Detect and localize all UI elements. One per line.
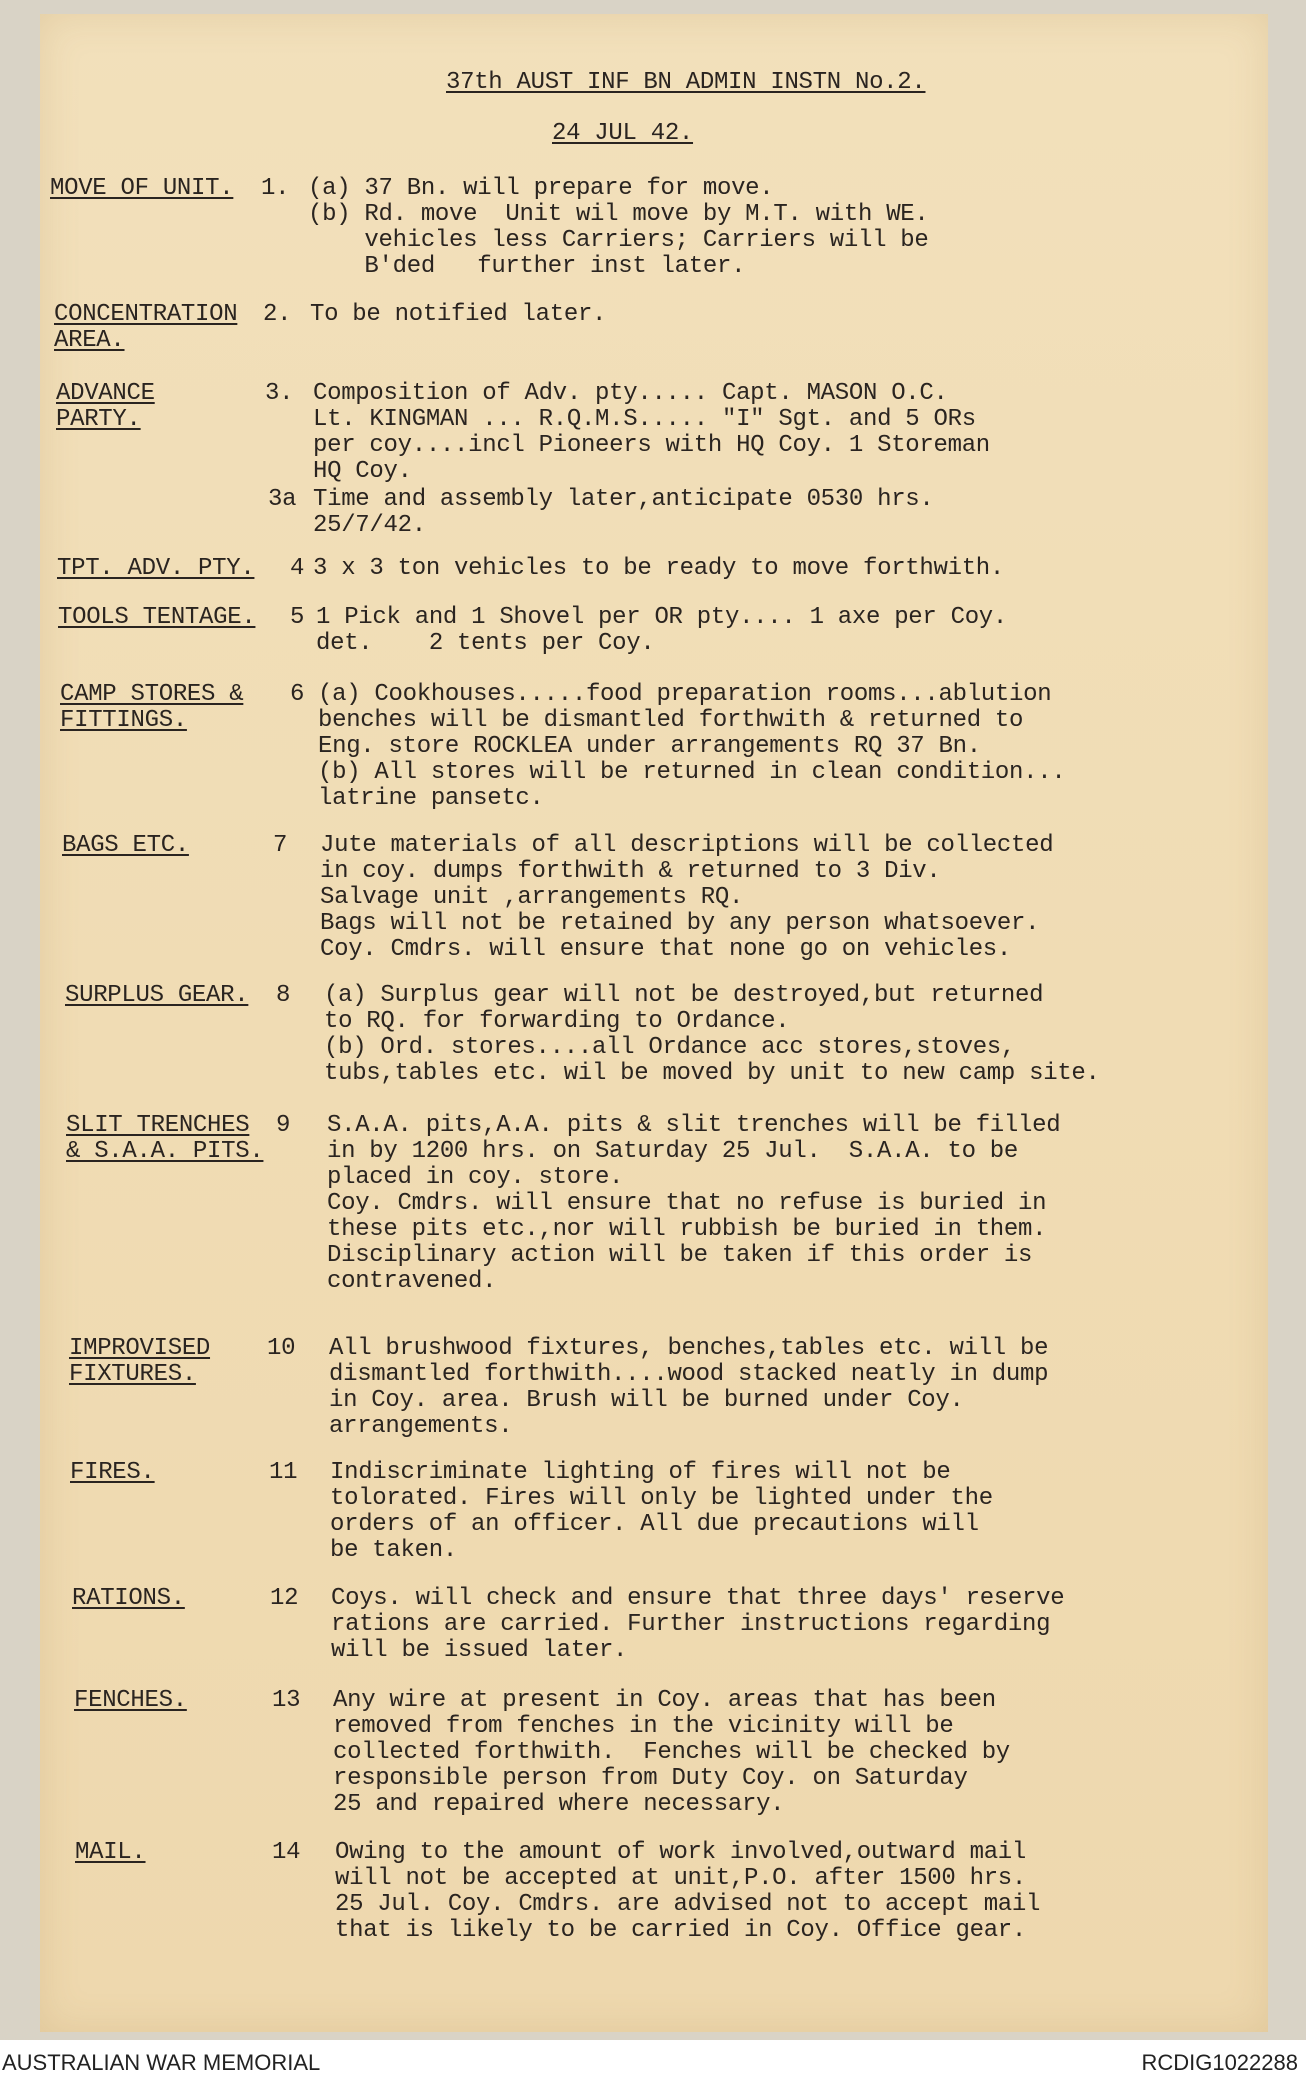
section-number: 13 (272, 1687, 301, 1714)
section-body-line: Owing to the amount of work involved,outward mail (335, 1839, 1027, 1866)
section-number: 5 (290, 604, 305, 631)
section-body-line: HQ Coy. (313, 458, 412, 485)
section-heading: TOOLS TENTAGE. (58, 604, 256, 631)
section-heading: BAGS ETC. (62, 832, 189, 859)
section-body-line: tolorated. Fires will only be lighted under the (330, 1485, 993, 1512)
section-body-line: per coy....incl Pioneers with HQ Coy. 1 Storeman (313, 432, 990, 459)
section-heading: MAIL. (75, 1839, 146, 1866)
footer-id: RCDIG1022288 (1141, 2050, 1298, 2075)
section-body-line: Coy. Cmdrs. will ensure that none go on vehicles. (320, 936, 1012, 963)
section-heading: FENCHES. (74, 1687, 187, 1714)
section-body-line: Composition of Adv. pty..... Capt. MASON O.C. (313, 380, 948, 407)
section-number: 2. (263, 301, 292, 328)
section-body-line: latrine pansetc. (318, 785, 544, 812)
section-heading: PARTY. (56, 406, 141, 433)
section-body-line: collected forthwith. Fenches will be checked by (333, 1739, 1010, 1766)
section-number: 12 (270, 1585, 299, 1612)
section-body-line: in by 1200 hrs. on Saturday 25 Jul. S.A.A. to be (327, 1138, 1019, 1165)
section-heading: ADVANCE (56, 380, 155, 407)
section-heading: SURPLUS GEAR. (65, 982, 249, 1009)
section-body-line: 1 Pick and 1 Shovel per OR pty.... 1 axe per Coy. (316, 604, 1008, 631)
section-body-line: placed in coy. store. (327, 1164, 624, 1191)
section-body-line: B'ded further inst later. (308, 253, 746, 280)
section-number: 1. (261, 175, 290, 202)
section-number: 3a (268, 486, 297, 513)
section-heading: IMPROVISED (69, 1335, 211, 1362)
section-body-line: (a) Surplus gear will not be destroyed,but returned (324, 982, 1044, 1009)
section-number: 10 (267, 1335, 296, 1362)
document-date: 24 JUL 42. (552, 120, 694, 147)
document-title: 37th AUST INF BN ADMIN INSTN No.2. (446, 69, 926, 96)
section-body-line: in Coy. area. Brush will be burned under Coy. (329, 1387, 964, 1414)
section-heading: CONCENTRATION (54, 301, 238, 328)
section-body-line: 25 and repaired where necessary. (333, 1791, 785, 1818)
section-number: 8 (276, 982, 291, 1009)
section-heading: & S.A.A. PITS. (66, 1138, 264, 1165)
section-body-line: det. 2 tents per Coy. (316, 630, 655, 657)
section-body-line: S.A.A. pits,A.A. pits & slit trenches will be filled (327, 1112, 1061, 1139)
section-body-line: removed from fenches in the vicinity will be (333, 1713, 954, 1740)
section-body-line: vehicles less Carriers; Carriers will be (308, 227, 929, 254)
footer-source: AUSTRALIAN WAR MEMORIAL (2, 2050, 321, 2075)
section-number: 4 (290, 555, 305, 582)
section-body-line: 3 x 3 ton vehicles to be ready to move forthwith. (313, 555, 1005, 582)
section-body-line: will not be accepted at unit,P.O. after 1500 hrs. (335, 1865, 1027, 1892)
section-body-line: arrangements. (329, 1413, 513, 1440)
section-body-line: tubs,tables etc. wil be moved by unit to new camp site. (324, 1060, 1100, 1087)
section-body-line: 25/7/42. (313, 512, 426, 539)
section-body-line: Eng. store ROCKLEA under arrangements RQ 37 Bn. (318, 733, 981, 760)
section-body-line: Bags will not be retained by any person whatsoever. (320, 910, 1040, 937)
section-body-line: these pits etc.,nor will rubbish be buried in them. (327, 1216, 1047, 1243)
section-body-line: Disciplinary action will be taken if this order is (327, 1242, 1033, 1269)
section-body-line: will be issued later. (331, 1637, 628, 1664)
section-body-line: All brushwood fixtures, benches,tables etc. will be (329, 1335, 1049, 1362)
section-heading: FIXTURES. (69, 1361, 196, 1388)
section-body-line: responsible person from Duty Coy. on Saturday (333, 1765, 968, 1792)
section-body-line: (b) All stores will be returned in clean condition... (318, 759, 1066, 786)
section-heading: RATIONS. (72, 1585, 185, 1612)
section-body-line: Any wire at present in Coy. areas that has been (333, 1687, 996, 1714)
section-body-line: Jute materials of all descriptions will be collected (320, 832, 1054, 859)
section-number: 6 (290, 681, 305, 708)
section-heading: AREA. (54, 327, 125, 354)
section-heading: FITTINGS. (60, 707, 187, 734)
section-body-line: Indiscriminate lighting of fires will not be (330, 1459, 951, 1486)
section-body-line: rations are carried. Further instructions regarding (331, 1611, 1051, 1638)
section-body-line: (b) Rd. move Unit wil move by M.T. with WE. (308, 201, 929, 228)
section-body-line: to RQ. for forwarding to Ordance. (324, 1008, 790, 1035)
section-body-line: that is likely to be carried in Coy. Office gear. (335, 1917, 1027, 1944)
section-body-line: orders of an officer. All due precautions will (330, 1511, 979, 1538)
section-body-line: Coys. will check and ensure that three days' reserve (331, 1585, 1065, 1612)
section-number: 14 (272, 1839, 301, 1866)
section-number: 7 (273, 832, 288, 859)
section-heading: TPT. ADV. PTY. (57, 555, 255, 582)
section-heading: MOVE OF UNIT. (50, 175, 234, 202)
section-body-line: To be notified later. (310, 301, 607, 328)
section-body-line: dismantled forthwith....wood stacked neatly in dump (329, 1361, 1049, 1388)
section-number: 9 (276, 1112, 291, 1139)
section-body-line: benches will be dismantled forthwith & returned to (318, 707, 1024, 734)
section-heading: FIRES. (70, 1459, 155, 1486)
section-body-line: (a) 37 Bn. will prepare for move. (308, 175, 774, 202)
section-body-line: (a) Cookhouses.....food preparation rooms...ablution (318, 681, 1052, 708)
section-heading: CAMP STORES & (60, 681, 244, 708)
section-body-line: (b) Ord. stores....all Ordance acc stores,stoves, (324, 1034, 1016, 1061)
section-heading: SLIT TRENCHES (66, 1112, 250, 1139)
section-body-line: Time and assembly later,anticipate 0530 hrs. (313, 486, 934, 513)
section-body-line: be taken. (330, 1537, 457, 1564)
section-body-line: Salvage unit ,arrangements RQ. (320, 884, 744, 911)
section-body-line: contravened. (327, 1268, 497, 1295)
section-number: 11 (269, 1459, 298, 1486)
section-body-line: in coy. dumps forthwith & returned to 3 Div. (320, 858, 941, 885)
section-number: 3. (265, 380, 294, 407)
section-body-line: Coy. Cmdrs. will ensure that no refuse is buried in (327, 1190, 1047, 1217)
section-body-line: 25 Jul. Coy. Cmdrs. are advised not to accept mail (335, 1891, 1041, 1918)
section-body-line: Lt. KINGMAN ... R.Q.M.S..... "I" Sgt. and 5 ORs (313, 406, 976, 433)
